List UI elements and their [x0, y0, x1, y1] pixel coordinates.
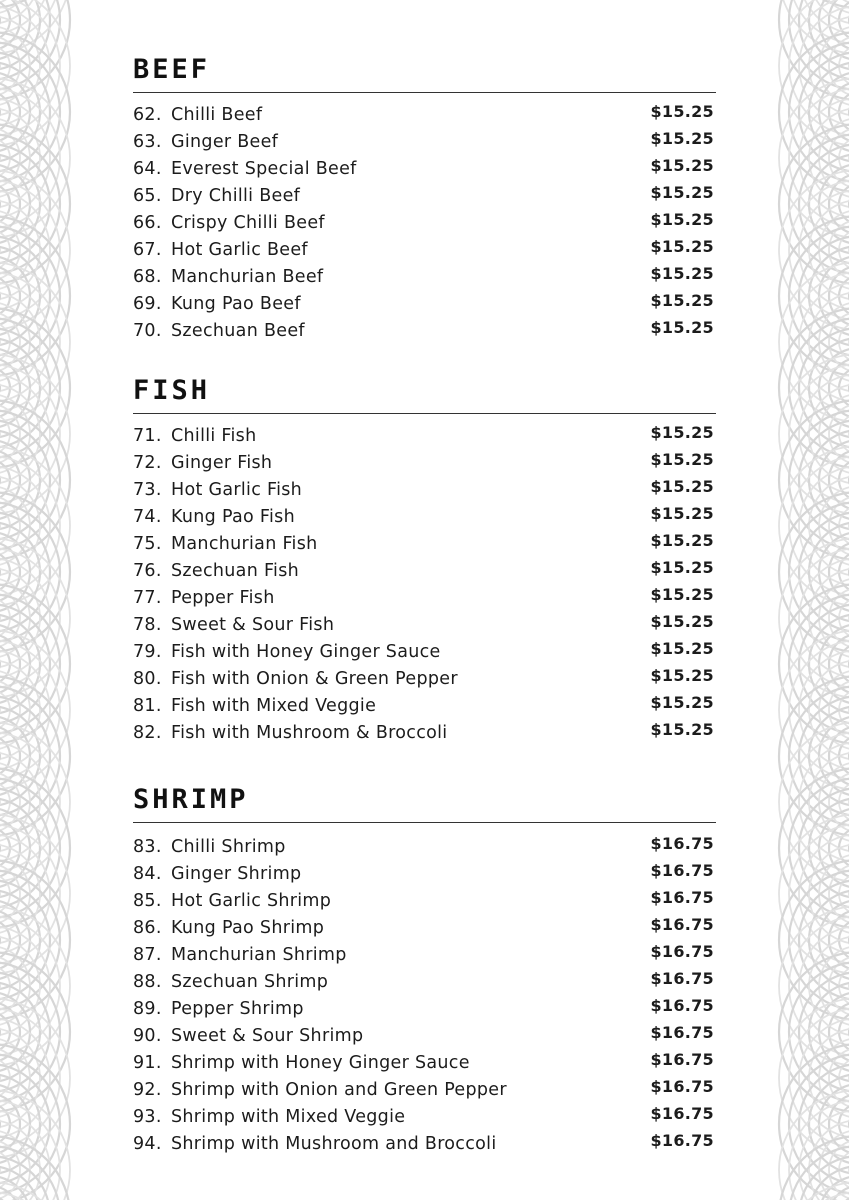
menu-item [133, 504, 716, 531]
item-number: 75. [133, 534, 162, 554]
item-number: 64. [133, 159, 162, 179]
item-number: 76. [133, 561, 162, 581]
wave-pattern-graphic [0, 0, 90, 1200]
item-name: Pepper Shrimp [171, 999, 304, 1019]
item-number: 84. [133, 864, 162, 884]
item-number: 66. [133, 213, 162, 233]
item-name: Fish with Honey Ginger Sauce [171, 642, 441, 662]
item-number: 73. [133, 480, 162, 500]
item-price: $15.25 [650, 423, 714, 442]
item-number: 63. [133, 132, 162, 152]
item-name: Hot Garlic Shrimp [171, 891, 332, 911]
item-number: 83. [133, 837, 162, 857]
item-name: Shrimp with Onion and Green Pepper [171, 1080, 507, 1100]
item-name: Fish with Onion & Green Pepper [171, 669, 458, 689]
item-number: 62. [133, 105, 162, 125]
item-price: $15.25 [650, 129, 714, 148]
item-name: Crispy Chilli Beef [171, 213, 325, 233]
item-price: $15.25 [650, 318, 714, 337]
item-number: 71. [133, 426, 162, 446]
item-number: 94. [133, 1134, 162, 1154]
item-price: $15.25 [650, 210, 714, 229]
menu-item [133, 720, 716, 747]
left-wave-pattern [0, 0, 90, 1200]
menu-item [133, 450, 716, 477]
menu-item [133, 129, 716, 156]
menu-item [133, 969, 716, 996]
menu-item [133, 942, 716, 969]
item-price: $15.25 [650, 264, 714, 283]
wave-pattern-graphic [759, 0, 849, 1200]
item-name: Dry Chilli Beef [171, 186, 301, 206]
item-number: 70. [133, 321, 162, 341]
item-name: Kung Pao Beef [171, 294, 301, 314]
item-number: 93. [133, 1107, 162, 1127]
item-name: Kung Pao Shrimp [171, 918, 325, 938]
item-number: 87. [133, 945, 162, 965]
item-number: 72. [133, 453, 162, 473]
item-price: $16.75 [650, 1104, 714, 1123]
item-name: Ginger Shrimp [171, 864, 302, 884]
item-price: $15.25 [650, 693, 714, 712]
item-price: $15.25 [650, 639, 714, 658]
item-number: 89. [133, 999, 162, 1019]
item-number: 68. [133, 267, 162, 287]
section-divider [133, 413, 716, 414]
menu-item [133, 423, 716, 450]
menu-item [133, 888, 716, 915]
menu-item [133, 210, 716, 237]
item-price: $15.25 [650, 183, 714, 202]
menu-item [133, 612, 716, 639]
item-name: Shrimp with Mixed Veggie [171, 1107, 406, 1127]
item-name: Ginger Fish [171, 453, 273, 473]
item-price: $16.75 [650, 861, 714, 880]
item-name: Manchurian Beef [171, 267, 324, 287]
item-name: Manchurian Shrimp [171, 945, 347, 965]
section-title: BEEF [133, 54, 211, 85]
item-number: 85. [133, 891, 162, 911]
menu-item [133, 477, 716, 504]
menu-item [133, 531, 716, 558]
item-price: $15.25 [650, 531, 714, 550]
item-name: Shrimp with Honey Ginger Sauce [171, 1053, 470, 1073]
item-price: $15.25 [650, 102, 714, 121]
item-name: Sweet & Sour Shrimp [171, 1026, 364, 1046]
item-name: Hot Garlic Beef [171, 240, 308, 260]
item-name: Chilli Beef [171, 105, 263, 125]
item-number: 90. [133, 1026, 162, 1046]
item-name: Sweet & Sour Fish [171, 615, 335, 635]
item-price: $15.25 [650, 558, 714, 577]
menu-item [133, 237, 716, 264]
item-price: $15.25 [650, 477, 714, 496]
item-number: 65. [133, 186, 162, 206]
item-name: Everest Special Beef [171, 159, 357, 179]
item-name: Chilli Shrimp [171, 837, 286, 857]
item-number: 78. [133, 615, 162, 635]
item-number: 88. [133, 972, 162, 992]
item-name: Szechuan Fish [171, 561, 300, 581]
item-price: $15.25 [650, 291, 714, 310]
menu-item [133, 291, 716, 318]
menu-item [133, 318, 716, 345]
section-fish [133, 373, 716, 743]
menu-item [133, 183, 716, 210]
menu-item [133, 1023, 716, 1050]
menu-item [133, 1050, 716, 1077]
item-price: $15.25 [650, 156, 714, 175]
menu-item [133, 996, 716, 1023]
section-beef [133, 52, 716, 341]
item-name: Chilli Fish [171, 426, 257, 446]
menu-item [133, 264, 716, 291]
section-title: SHRIMP [133, 784, 249, 815]
item-price: $16.75 [650, 1023, 714, 1042]
item-number: 91. [133, 1053, 162, 1073]
menu-item [133, 558, 716, 585]
item-price: $16.75 [650, 1050, 714, 1069]
item-number: 80. [133, 669, 162, 689]
menu-item [133, 102, 716, 129]
menu-item [133, 861, 716, 888]
item-price: $15.25 [650, 585, 714, 604]
item-number: 77. [133, 588, 162, 608]
item-price: $16.75 [650, 969, 714, 988]
menu-item [133, 1131, 716, 1158]
menu-item [133, 834, 716, 861]
item-name: Hot Garlic Fish [171, 480, 303, 500]
menu-item [133, 693, 716, 720]
item-price: $16.75 [650, 1077, 714, 1096]
item-price: $16.75 [650, 888, 714, 907]
menu-item [133, 915, 716, 942]
item-number: 92. [133, 1080, 162, 1100]
item-number: 82. [133, 723, 162, 743]
menu-item [133, 156, 716, 183]
item-name: Kung Pao Fish [171, 507, 295, 527]
item-number: 69. [133, 294, 162, 314]
section-divider [133, 92, 716, 93]
item-number: 79. [133, 642, 162, 662]
item-price: $15.25 [650, 450, 714, 469]
item-price: $15.25 [650, 504, 714, 523]
section-shrimp [133, 782, 716, 1154]
item-number: 81. [133, 696, 162, 716]
menu-item [133, 666, 716, 693]
item-price: $16.75 [650, 996, 714, 1015]
item-price: $16.75 [650, 834, 714, 853]
item-name: Fish with Mixed Veggie [171, 696, 377, 716]
right-wave-pattern [759, 0, 849, 1200]
item-number: 86. [133, 918, 162, 938]
item-name: Szechuan Beef [171, 321, 305, 341]
item-name: Shrimp with Mushroom and Broccoli [171, 1134, 497, 1154]
item-price: $15.25 [650, 612, 714, 631]
item-price: $15.25 [650, 237, 714, 256]
item-price: $15.25 [650, 720, 714, 739]
item-price: $15.25 [650, 666, 714, 685]
item-name: Ginger Beef [171, 132, 279, 152]
item-price: $16.75 [650, 942, 714, 961]
item-number: 74. [133, 507, 162, 527]
menu-item [133, 1077, 716, 1104]
item-name: Pepper Fish [171, 588, 275, 608]
item-name: Fish with Mushroom & Broccoli [171, 723, 448, 743]
item-price: $16.75 [650, 915, 714, 934]
section-divider [133, 822, 716, 823]
item-number: 67. [133, 240, 162, 260]
item-name: Manchurian Fish [171, 534, 318, 554]
item-name: Szechuan Shrimp [171, 972, 329, 992]
section-title: FISH [133, 375, 211, 406]
item-price: $16.75 [650, 1131, 714, 1150]
menu-item [133, 639, 716, 666]
menu-item [133, 1104, 716, 1131]
menu-item [133, 585, 716, 612]
